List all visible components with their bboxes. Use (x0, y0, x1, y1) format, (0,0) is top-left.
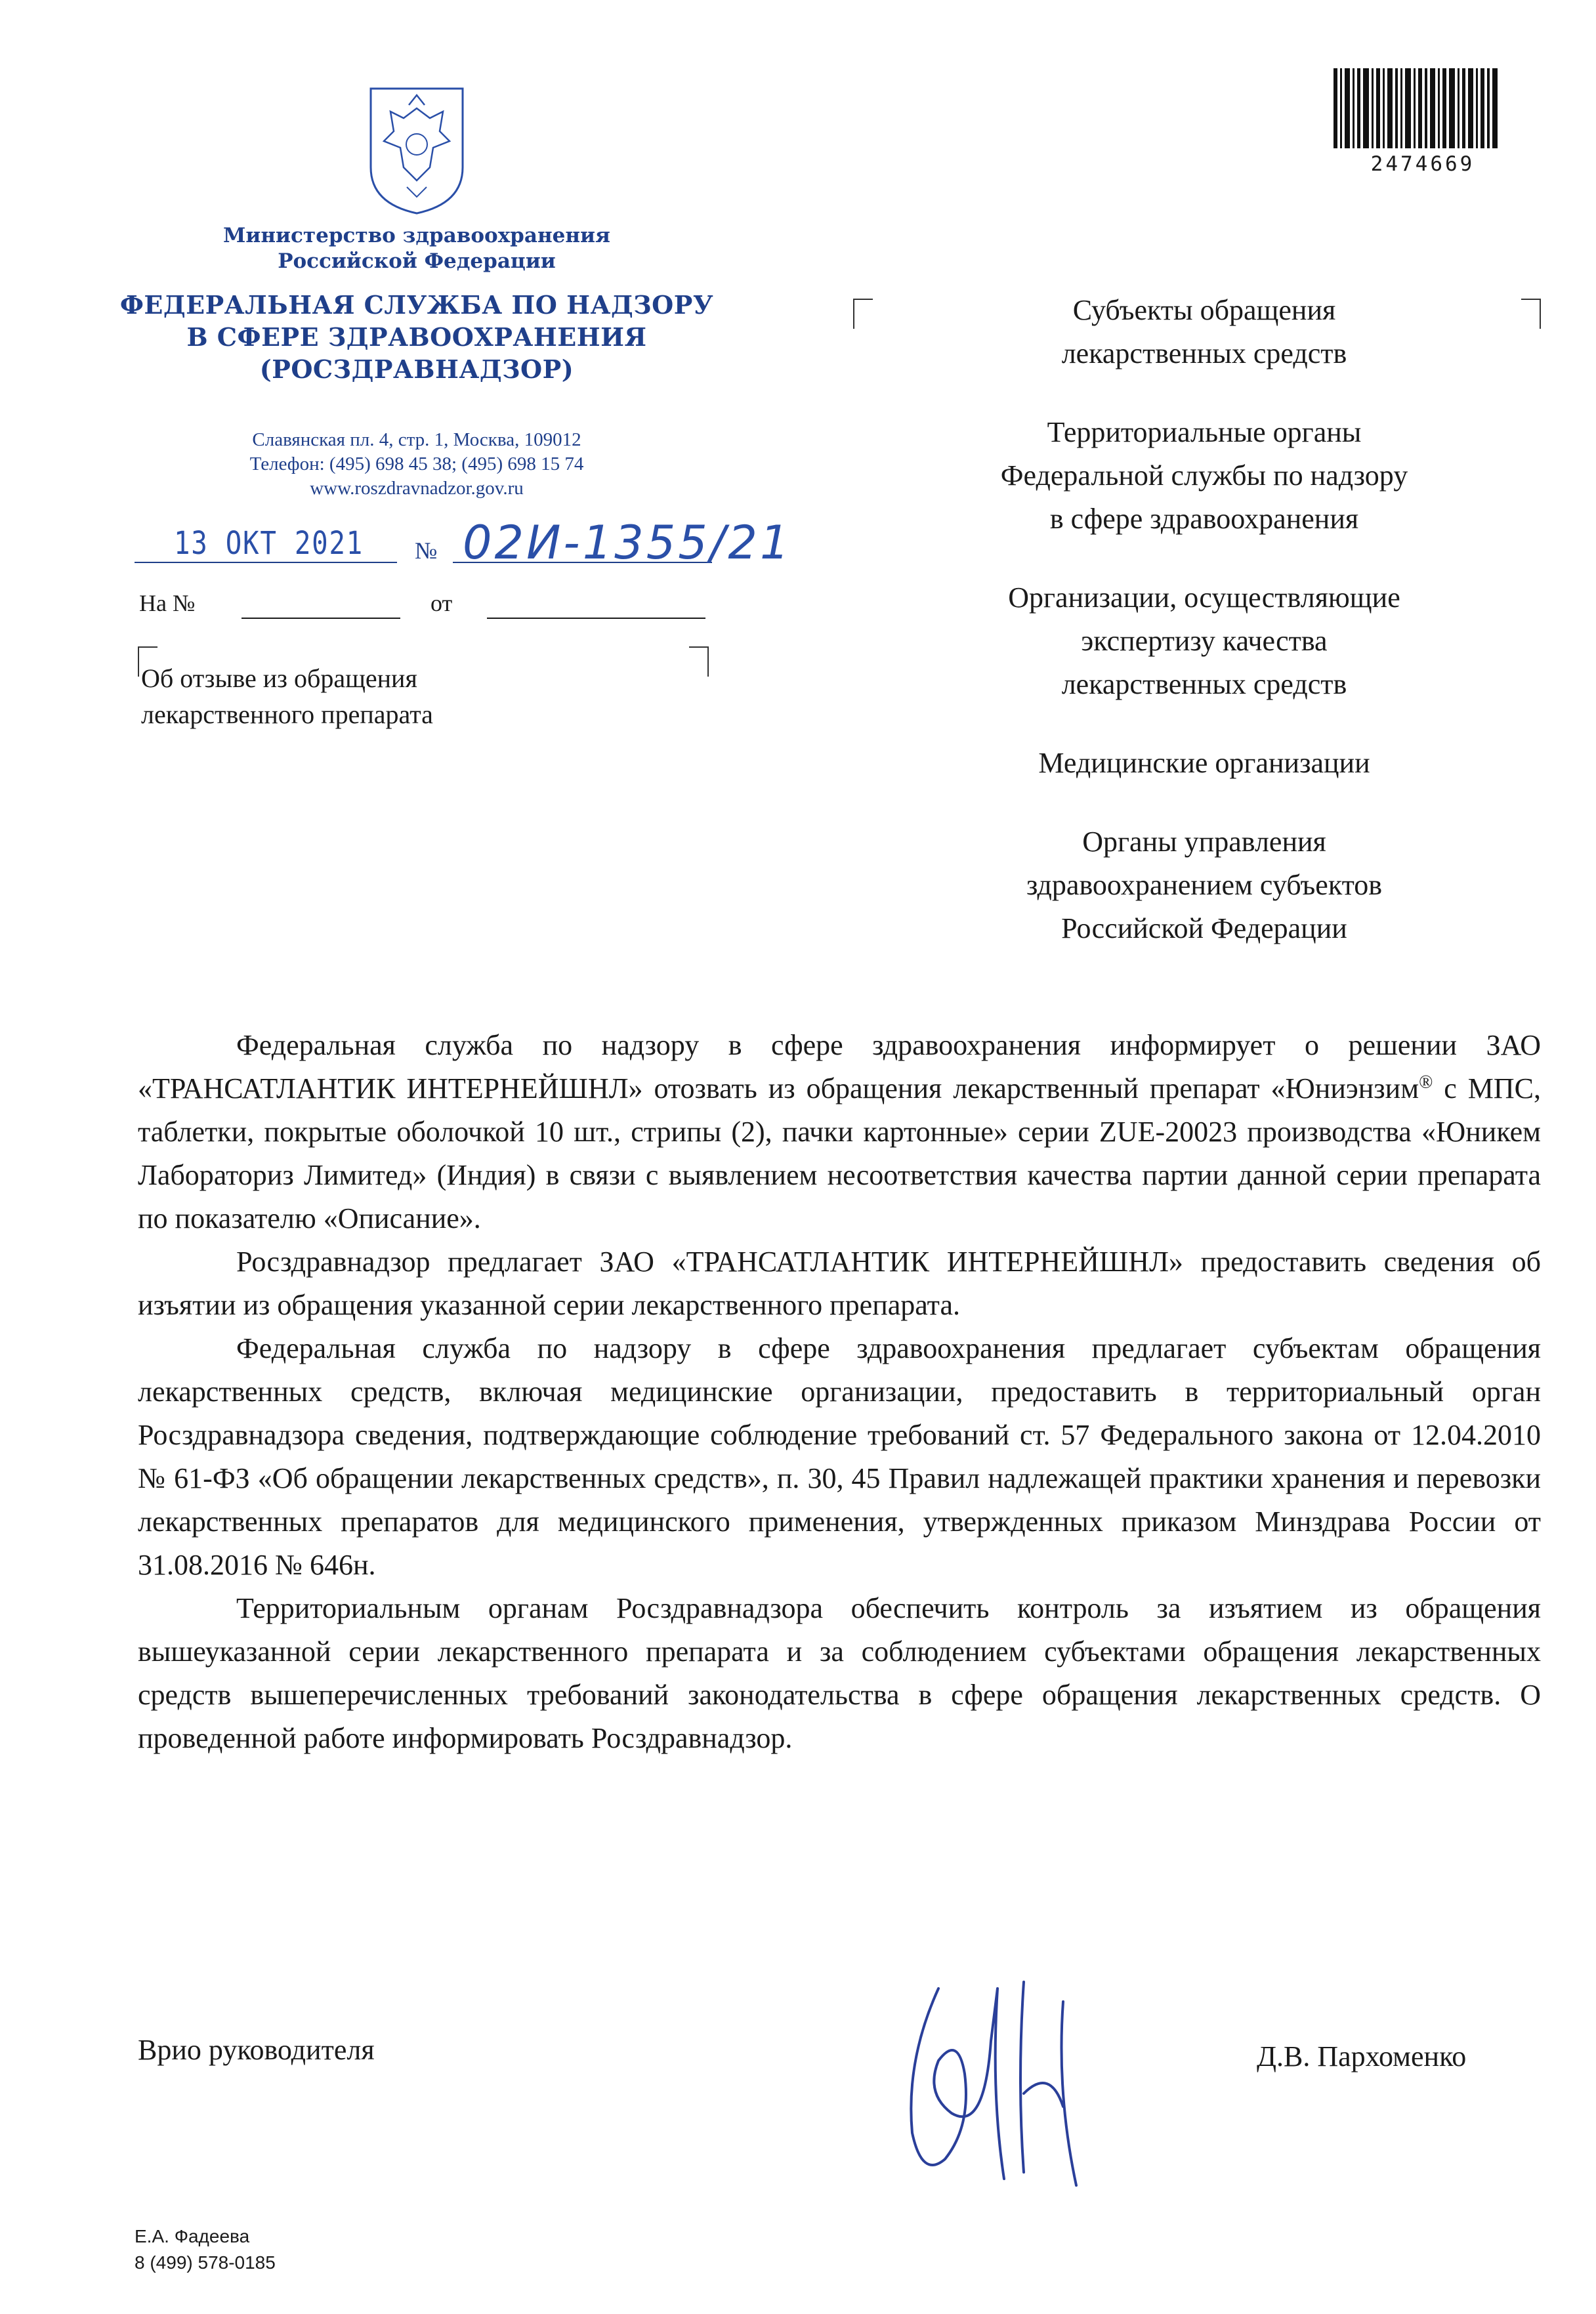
address: Славянская пл. 4, стр. 1, Москва, 109012 (252, 429, 581, 450)
contact-info (125, 428, 709, 501)
from-label: от (430, 590, 453, 616)
addressee-list (915, 289, 1493, 986)
addressee-group: Органы управления здравоохранением субъектов Российской Федерации (1026, 826, 1383, 944)
signatory-name: Д.В. Пархоменко (1257, 2040, 1467, 2072)
reply-to-label: На № (139, 590, 196, 616)
subject-corner-right (689, 646, 709, 677)
number-label: № (415, 537, 438, 564)
service-name: ФЕДЕРАЛЬНАЯ СЛУЖБА ПО НАДЗОРУ В СФЕРЕ ЗДРАВООХРАНЕНИЯ (РОСЗДРАВНАДЗОР) (119, 290, 714, 384)
subject: Об отзыве из обращения лекарственного препарата (141, 663, 433, 729)
registration-number: 02И-1355/21 (463, 516, 792, 570)
addressee-group: Субъекты обращения лекарственных средств (1061, 294, 1347, 369)
addressee-corner-left (853, 299, 873, 329)
addressee-group: Медицинские организации (1038, 747, 1370, 779)
executor-name: Е.А. Фадеева (135, 2226, 250, 2246)
paragraph: Федеральная служба по надзору в сфере здравоохранения информирует о решении ЗАО «ТРАНСАТЛАНТИК ИНТЕРНЕЙШНЛ» отозвать из обращения лекарственный препарат «Юниэнзим® с МПС, таблетки, покрытые оболочкой 10 шт., стрипы (2), пачки картонные» серии ZUE-20023 производства «Юникем Лабораториз Лимитед» (Индия) в связи с выявлением несоответствия качества партии данной серии препарата по показателю «Описание». (138, 1029, 1541, 1234)
letter-body (138, 1024, 1541, 1760)
addressee-group: Территориальные органы Федеральной службы по надзору в сфере здравоохранения (1000, 416, 1408, 535)
addressee-corner-right (1521, 299, 1541, 329)
reply-to-line (242, 594, 400, 619)
from-line (487, 594, 705, 619)
executor-info (135, 2223, 276, 2276)
phone: Телефон: (495) 698 45 38; (495) 698 15 74 (249, 453, 584, 474)
addressee-group: Организации, осуществляющие экспертизу качества лекарственных средств (1008, 581, 1400, 700)
handwritten-signature (892, 1962, 1089, 2198)
ministry-name: Министерство здравоохранения Российской Федерации (223, 224, 610, 273)
date-stamp: 13 ОКТ 2021 (174, 525, 364, 562)
barcode (1331, 66, 1502, 151)
signatory-position: Врио руководителя (138, 2034, 375, 2066)
website: www.roszdravnadzor.gov.ru (310, 478, 524, 499)
barcode-number: 2474669 (1370, 152, 1475, 176)
coat-of-arms-emblem (358, 82, 476, 217)
paragraph: Федеральная служба по надзору в сфере здравоохранения предлагает субъектам обращения лекарственных средств, включая медицинские организации, предоставить в территориальный орган Росздравнадзора сведения, подтверждающие соблюдение требований ст. 57 Федерального закона от 12.04.2010 № 61-ФЗ «Об обращении лекарственных средств», п. 30, 45 Правил надлежащей практики хранения и перевозки лекарственных препаратов для медицинского применения, утвержденных приказом Минздрава России от 31.08.2016 № 646н. (138, 1332, 1541, 1581)
paragraph: Территориальным органам Росздравнадзора обеспечить контроль за изъятием из обращения вышеуказанной серии лекарственного препарата и за соблюдением субъектами обращения лекарственных средств вышеперечисленных требований законодательства в сфере обращения лекарственных средств. О проведенной работе информировать Росздравнадзор. (138, 1592, 1541, 1754)
paragraph: Росздравнадзор предлагает ЗАО «ТРАНСАТЛАНТИК ИНТЕРНЕЙШНЛ» предоставить сведения об изъятии из обращения указанной серии лекарственного препарата. (138, 1246, 1541, 1321)
executor-phone: 8 (499) 578-0185 (135, 2252, 276, 2273)
